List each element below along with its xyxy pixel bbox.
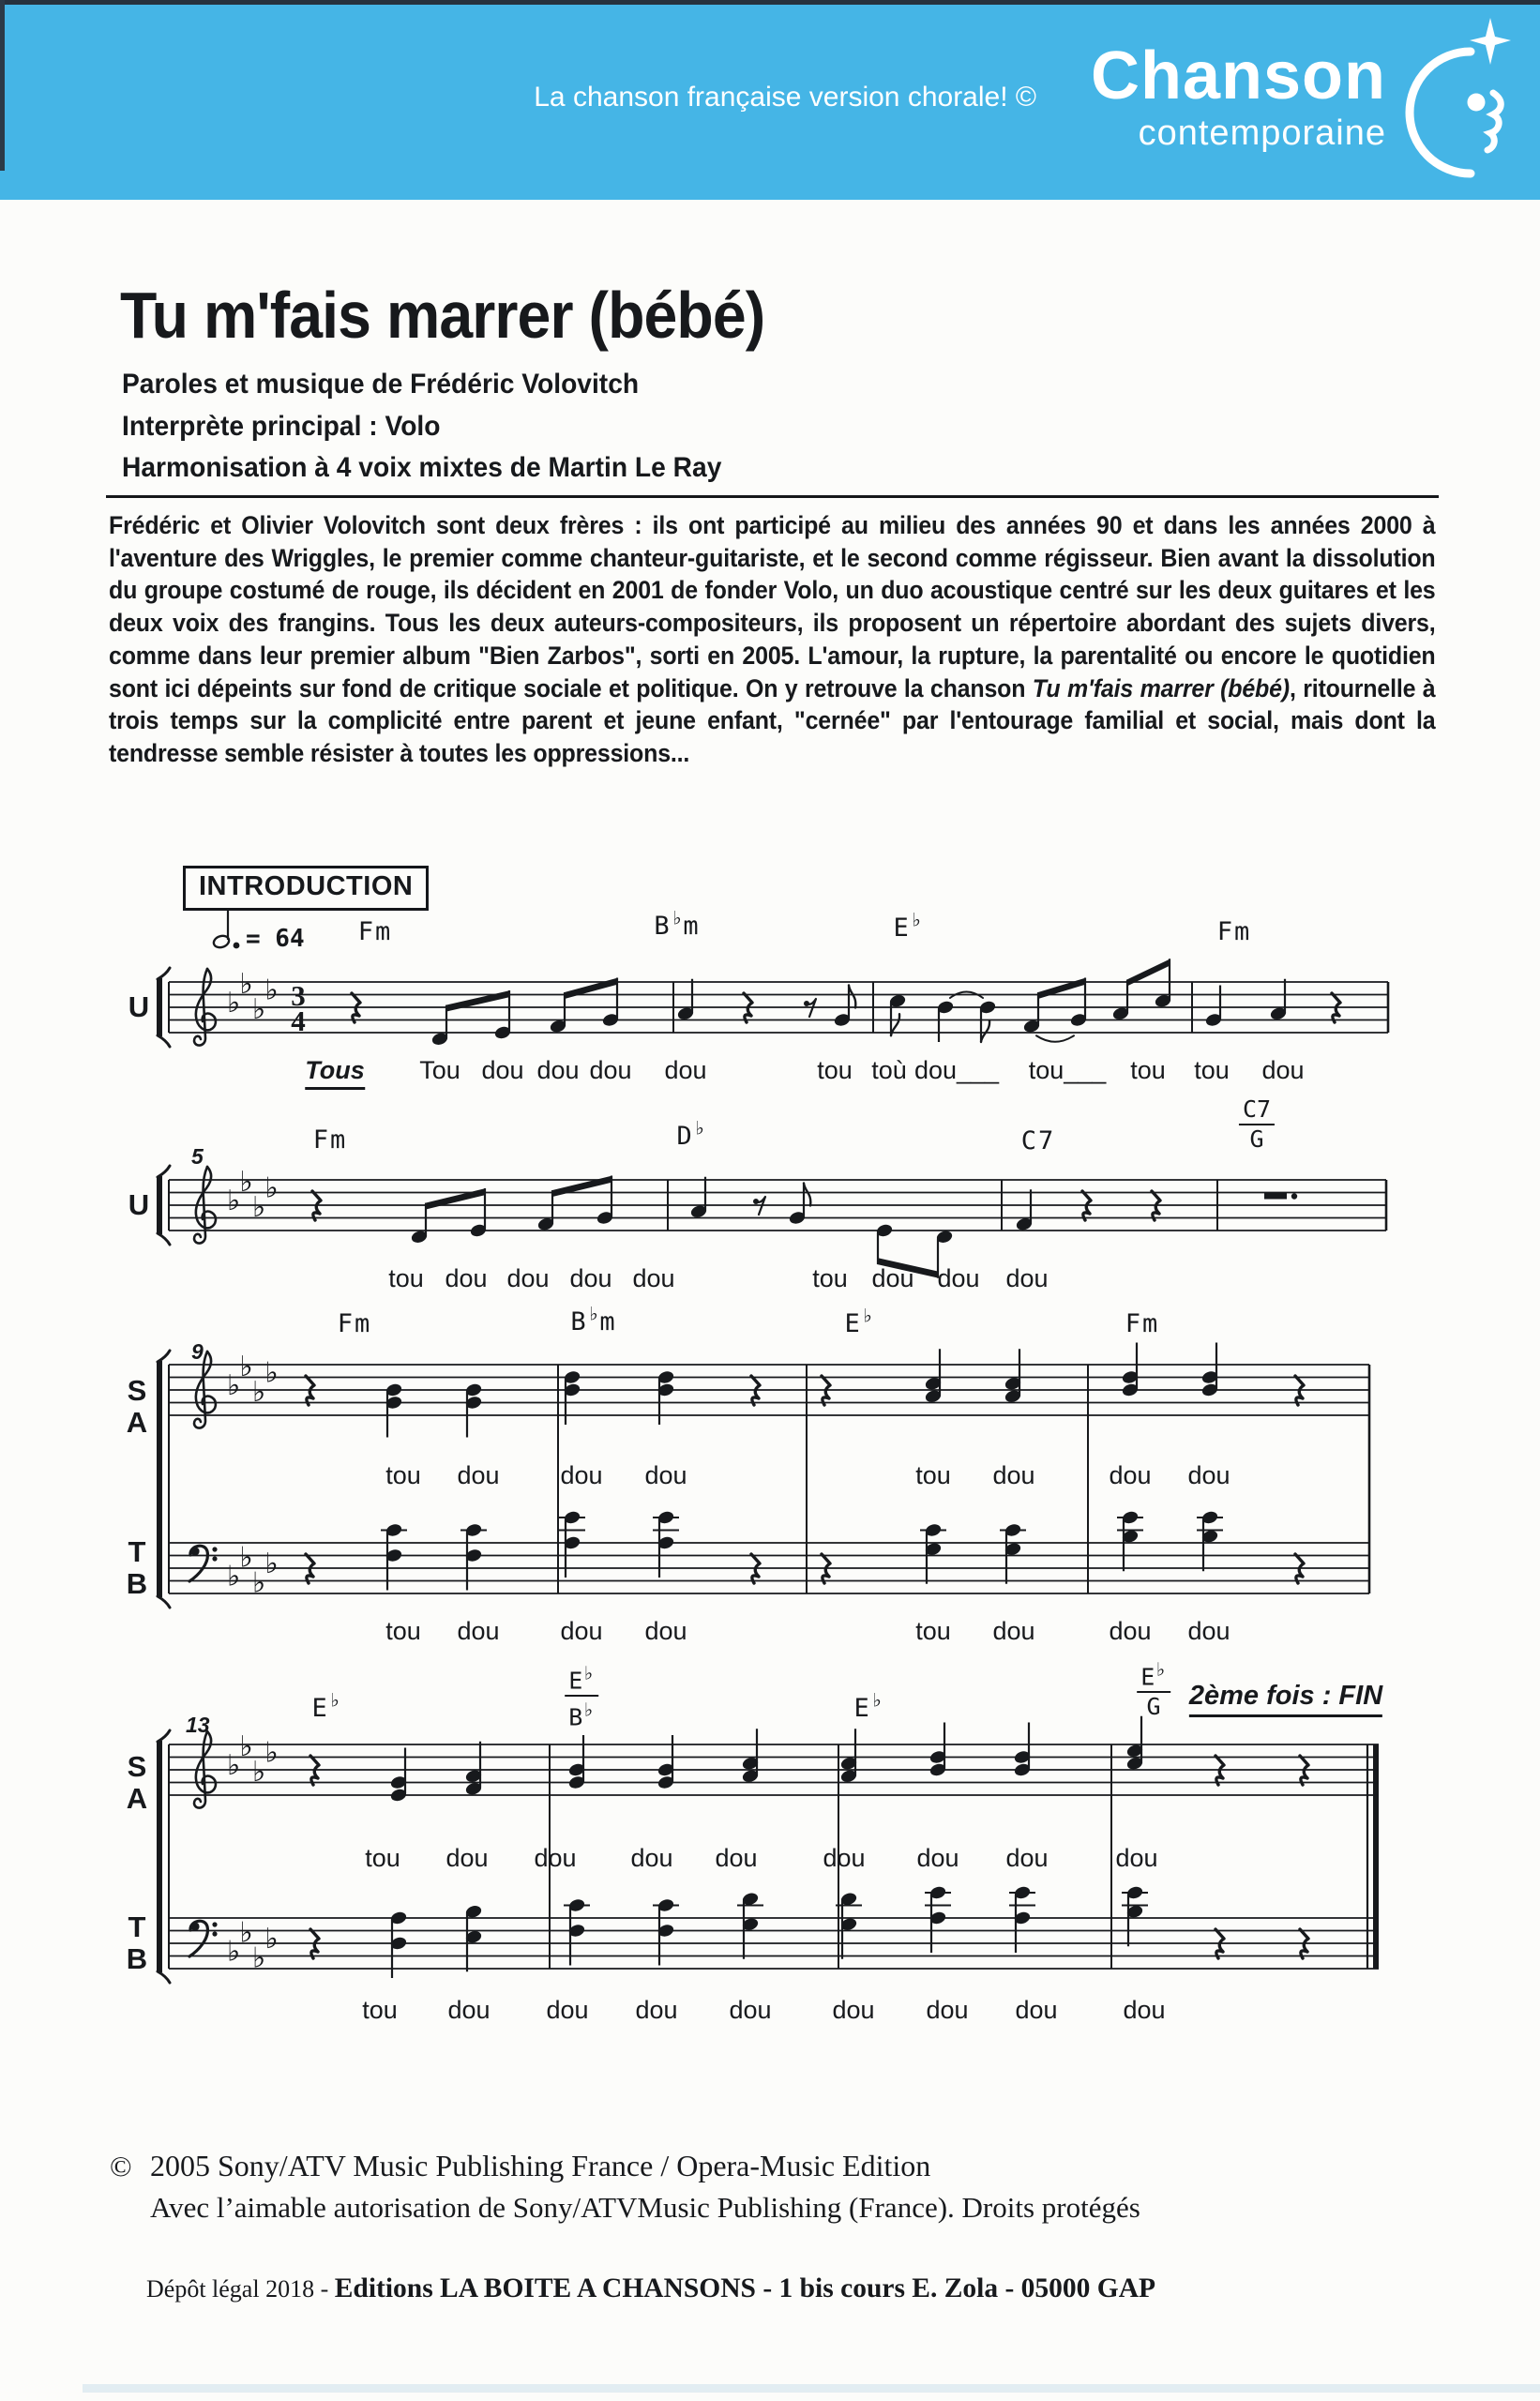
lyric-token: dou [457, 1461, 500, 1489]
voice-label: A [126, 1782, 148, 1815]
voice-label: B [126, 1942, 148, 1975]
lyric-token: dou [1115, 1844, 1158, 1872]
chord-label: E♭ [311, 1688, 341, 1723]
lyric-token: dou [560, 1617, 603, 1645]
measure-number: 13 [186, 1713, 210, 1737]
lyric-token: dou [536, 1056, 580, 1084]
voice-label: S [127, 1750, 147, 1783]
stacked-chord-label: C7 G [1239, 1095, 1275, 1153]
song-title: Tu m'fais marrer (bébé) [120, 279, 765, 352]
lyric-token: dou [644, 1617, 687, 1645]
lyric-token: dou [729, 1996, 772, 2024]
lyric-token: dou [992, 1461, 1035, 1489]
chord-label: E♭ [853, 1688, 883, 1723]
lyric-token: dou___ [913, 1056, 1000, 1084]
chord-label: Fm [337, 1309, 372, 1338]
svg-text:♭: ♭ [239, 967, 253, 1001]
svg-text:♭: ♭ [239, 1165, 253, 1199]
svg-text:♭: ♭ [239, 1350, 253, 1383]
lyric-token: dou [1187, 1461, 1230, 1489]
chord-label: E♭ [844, 1304, 874, 1338]
svg-text:♭: ♭ [264, 1171, 279, 1205]
svg-text:♭: ♭ [264, 1548, 279, 1580]
svg-text:♭: ♭ [239, 1541, 253, 1575]
lyric-token: dou [457, 1617, 500, 1645]
lyric-token: dou [871, 1264, 914, 1292]
voice-label: T [128, 1910, 146, 1943]
lyric-token: dou [1261, 1056, 1305, 1084]
stacked-chord-label: E♭ B♭ [565, 1660, 598, 1731]
svg-text:♭: ♭ [264, 974, 279, 1007]
svg-text:♭: ♭ [264, 1736, 279, 1770]
lyric-token: tou [362, 1996, 398, 2024]
voice-label: U [128, 1188, 150, 1221]
svg-text:♭: ♭ [227, 1560, 241, 1593]
paragraph-segment: , ritournelle à trois temps sur la complicité entre parent et jeune enfant, "cernée" par l'entourage familial et social, mais dont la tendresse semble résister à toutes les oppressions... [109, 673, 1436, 767]
measure-number: 5 [191, 1144, 204, 1169]
lyric-token: tou [1194, 1056, 1230, 1084]
lyric-token: tou [385, 1617, 421, 1645]
svg-text:♭: ♭ [227, 1935, 241, 1969]
legal-deposit-line [146, 2273, 1155, 2304]
lyric-token: dou [664, 1056, 707, 1084]
lyric-token: dou [630, 1844, 673, 1872]
svg-text:♭: ♭ [227, 987, 241, 1019]
lyric-token: dou [589, 1056, 632, 1084]
lyric-token: dou [569, 1264, 612, 1292]
chord-label: B♭m [570, 1302, 617, 1336]
svg-text:♭: ♭ [252, 1755, 266, 1789]
chord-label: Fm [1125, 1309, 1160, 1338]
lyric-token: dou [632, 1264, 675, 1292]
lyric-token: dou [1187, 1617, 1230, 1645]
lyric-token: tou [388, 1264, 424, 1292]
lyric-token: dou [1015, 1996, 1058, 2024]
legal-deposit-prefix: Dépôt légal 2018 - [146, 2275, 335, 2303]
scan-edge-artifact [83, 2384, 1540, 2393]
svg-text:♭: ♭ [227, 1749, 241, 1782]
paragraph-segment: Frédéric et Olivier Volovitch sont deux frères : ils ont participé au milieu des années 90 et dans les années 2000 à l'aventure des Wriggles, le premier comme chanteur-guitariste, et le second comme régisseur. Bien avant la dissolution du groupe costumé de rouge, ils décident en 2001 de fonder Volo, un duo acoustique centré sur les deux guitares et les deux voix des frangins. Tous les deux auteurs-compositeurs, ils proposent un répertoire abordant des sujets divers, comme dans leur premier album "Bien Zarbos", sorti en 2005. L'amour, la rupture, la parentalité ou encore le quotidien sont ici dépeints sur fond de critique sociale et politique. On y retrouve la chanson [109, 511, 1436, 702]
direction-fin: 2ème fois : FIN [1189, 1681, 1382, 1717]
voice-label: S [127, 1374, 147, 1407]
lyric-token: dou [506, 1264, 550, 1292]
lyric-token: dou [1005, 1264, 1049, 1292]
svg-text:♭: ♭ [264, 1356, 279, 1390]
chord-label: C7 [1020, 1126, 1056, 1155]
credit-line: Harmonisation à 4 voix mixtes de Martin Le Ray [122, 452, 722, 483]
voice-label: T [128, 1535, 146, 1568]
lyric-token: dou [916, 1844, 959, 1872]
svg-text:♭: ♭ [252, 992, 266, 1026]
chord-label: B♭m [654, 906, 701, 941]
credit-line: Paroles et musique de Frédéric Volovitch [122, 369, 640, 400]
lyric-token: tou [1130, 1056, 1166, 1084]
measure-number: 9 [191, 1339, 204, 1364]
svg-text:4: 4 [291, 1004, 306, 1037]
lyric-token: Tous [305, 1056, 365, 1090]
lyric-token: dou [832, 1996, 875, 2024]
publisher-address: Editions LA BOITE A CHANSONS - 1 bis cours E. Zola - 05000 GAP [334, 2273, 1156, 2303]
chord-label: Fm [357, 917, 393, 946]
lyric-token: dou [644, 1461, 687, 1489]
copyright-line-1: 2005 Sony/ATV Music Publishing France / Opera-Music Edition [150, 2149, 931, 2182]
tempo-marking: = 64 [246, 925, 305, 953]
lyric-token: dou [1005, 1844, 1049, 1872]
chord-label: E♭ [893, 908, 923, 943]
credit-line: Interprète principal : Volo [122, 410, 441, 442]
lyric-token: dou [992, 1617, 1035, 1645]
lyric-token: tou [365, 1844, 400, 1872]
lyric-token: dou [635, 1996, 678, 2024]
brand-name: Chanson [1090, 38, 1386, 113]
svg-text:♭: ♭ [252, 1375, 266, 1409]
paragraph-segment: Tu m'fais marrer (bébé) [1032, 673, 1290, 702]
lyric-token: dou [1109, 1461, 1152, 1489]
svg-text:♭: ♭ [239, 1729, 253, 1763]
lyric-token: toù [871, 1056, 907, 1084]
svg-text:♭: ♭ [227, 1369, 241, 1402]
lyric-token: tou___ [1028, 1056, 1107, 1084]
chord-label: Fm [312, 1125, 348, 1155]
svg-text:♭: ♭ [252, 1190, 266, 1224]
lyric-token: dou [823, 1844, 866, 1872]
lyric-token: dou [715, 1844, 758, 1872]
svg-text:♭: ♭ [252, 1566, 266, 1600]
brand-subtitle: contemporaine [1138, 113, 1386, 153]
lyric-token: dou [534, 1844, 577, 1872]
lyric-token: dou [546, 1996, 589, 2024]
lyric-token: dou [481, 1056, 524, 1084]
chord-label: D♭ [676, 1116, 706, 1151]
copyright-line-2: Avec l’aimable autorisation de Sony/ATVMusic Publishing (France). Droits protégés [150, 2191, 1140, 2224]
lyric-token: dou [937, 1264, 980, 1292]
svg-text:♭: ♭ [264, 1923, 279, 1956]
svg-text:3: 3 [291, 979, 306, 1012]
stacked-chord-label: E♭ G [1137, 1656, 1170, 1720]
voice-label: A [126, 1406, 148, 1439]
svg-text:♭: ♭ [239, 1916, 253, 1950]
lyric-token: tou [915, 1461, 951, 1489]
voice-label: U [128, 990, 150, 1023]
chord-label: Fm [1216, 917, 1252, 946]
lyric-token: dou [1123, 1996, 1166, 2024]
copyright-sign: © [110, 2150, 132, 2182]
svg-text:♭: ♭ [227, 1185, 241, 1217]
lyric-token: tou [817, 1056, 853, 1084]
section-label-introduction: INTRODUCTION [183, 866, 429, 911]
lyric-token: dou [926, 1996, 969, 2024]
lyric-token: dou [560, 1461, 603, 1489]
lyric-token: dou [447, 1996, 491, 2024]
voice-label: B [126, 1567, 148, 1600]
lyric-token: dou [445, 1844, 489, 1872]
lyric-token: tou [385, 1461, 421, 1489]
lyric-token: dou [445, 1264, 488, 1292]
svg-text:♭: ♭ [252, 1941, 266, 1975]
header-tagline: La chanson française version chorale! © [534, 82, 1036, 113]
lyric-token: Tou [419, 1056, 460, 1084]
lyric-token: dou [1109, 1617, 1152, 1645]
lyric-token: tou [915, 1617, 951, 1645]
lyric-token: tou [812, 1264, 848, 1292]
